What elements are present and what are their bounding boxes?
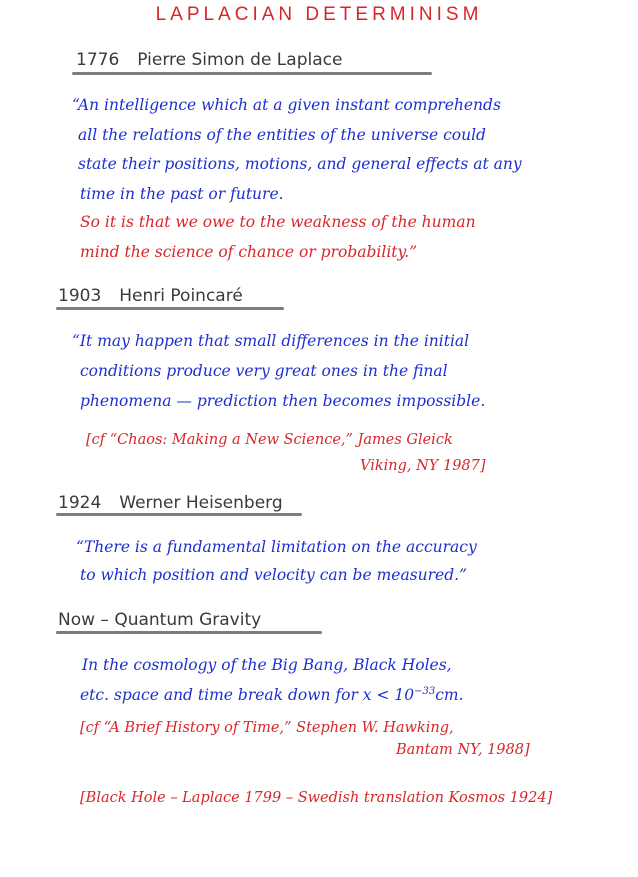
reference-line: [cf “A Brief History of Time,” Stephen W. Hawking, — [80, 720, 454, 736]
heading-underline — [72, 72, 432, 75]
quote-line: In the cosmology of the Big Bang, Black Holes, — [82, 656, 452, 674]
exponent: −33 — [414, 686, 436, 697]
heading-name: Pierre Simon de Laplace — [137, 50, 343, 70]
quote-line: “An intelligence which at a given instant comprehends — [72, 96, 501, 114]
heading-underline — [56, 307, 284, 310]
section-heading-quantum-gravity — [58, 610, 261, 630]
quote-line: state their positions, motions, and general effects at any — [78, 155, 522, 173]
quote-line: time in the past or future. — [80, 185, 284, 203]
heading-underline — [56, 513, 302, 516]
section-heading-heisenberg — [58, 493, 283, 513]
reference-line: Bantam NY, 1988] — [396, 742, 530, 758]
quote-line-with-exponent — [80, 686, 464, 704]
section-heading-poincare — [58, 286, 243, 306]
quote-line-red: So it is that we owe to the weakness of the human — [80, 213, 476, 231]
section-heading-laplace — [76, 50, 342, 70]
quote-line-red: mind the science of chance or probability.” — [80, 243, 418, 261]
heading-name: Henri Poincaré — [119, 286, 243, 306]
quote-line: “It may happen that small differences in the initial — [72, 332, 470, 350]
quote-line: “There is a fundamental limitation on the accuracy — [76, 538, 477, 556]
footer-note: [Black Hole – Laplace 1799 – Swedish translation Kosmos 1924] — [80, 790, 553, 806]
unit: cm. — [435, 686, 464, 705]
quote-line: conditions produce very great ones in the final — [80, 362, 448, 380]
heading-name: Werner Heisenberg — [119, 493, 283, 513]
page-title: LAPLACIAN DETERMINISM — [155, 4, 483, 25]
heading-year: 1776 — [76, 50, 120, 70]
heading-year: 1903 — [58, 286, 102, 306]
reference-line: [cf “Chaos: Making a New Science,” James Gleick — [86, 432, 453, 448]
quote-line: to which position and velocity can be measured.” — [80, 566, 467, 584]
heading-name: Now – Quantum Gravity — [58, 610, 262, 630]
heading-year: 1924 — [58, 493, 102, 513]
line-text: etc. space and time break down for x < 10 — [80, 686, 415, 705]
quote-line: phenomena — prediction then becomes impossible. — [80, 392, 486, 410]
quote-line: all the relations of the entities of the universe could — [78, 126, 486, 144]
heading-underline — [56, 631, 322, 634]
reference-line: Viking, NY 1987] — [360, 458, 486, 474]
